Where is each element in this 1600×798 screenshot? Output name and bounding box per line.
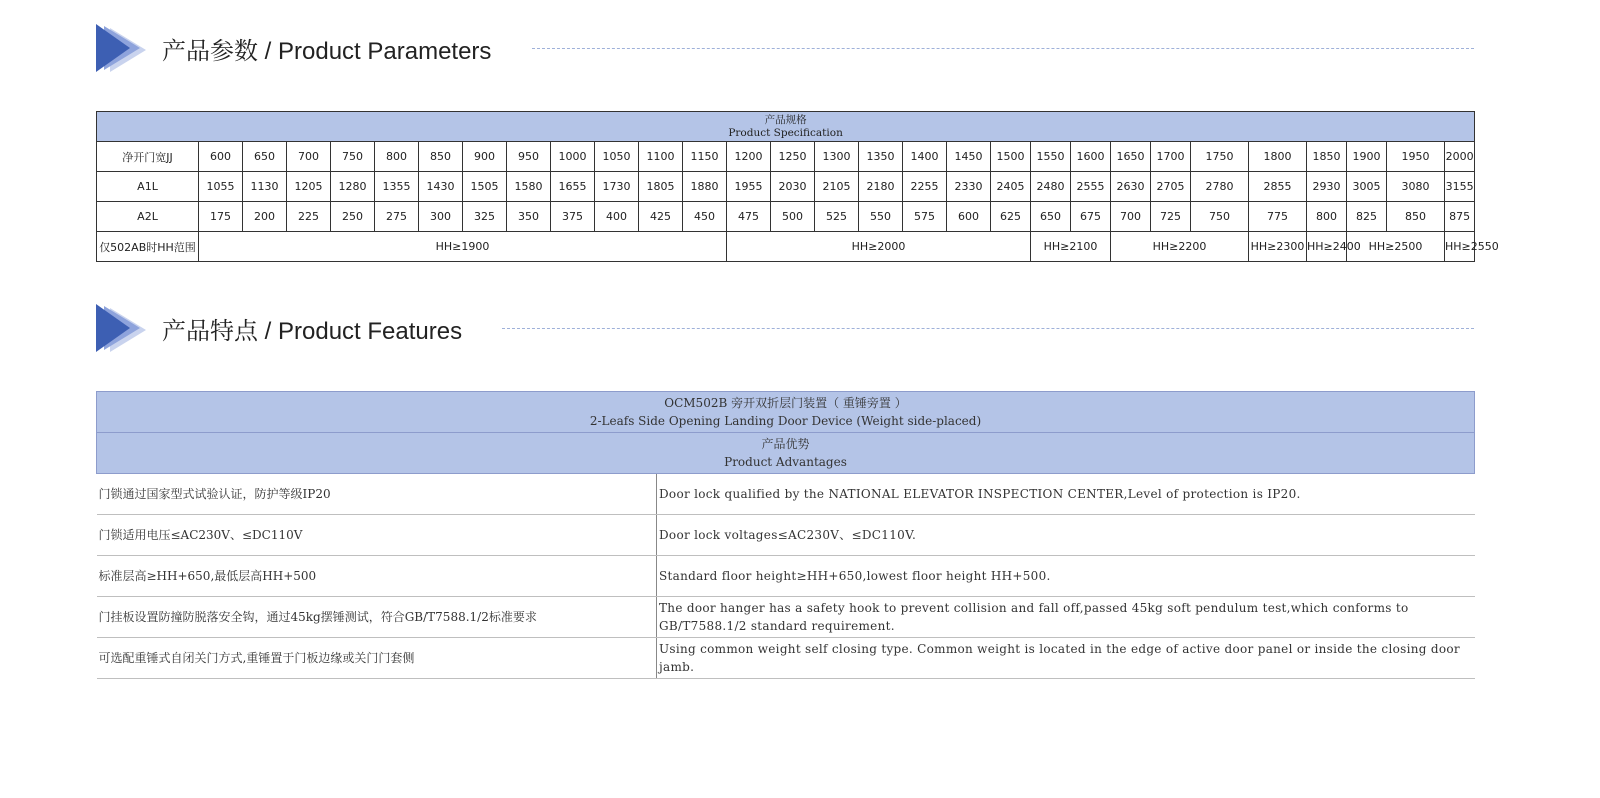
- section-title: 产品特点 / Product Features: [162, 317, 463, 345]
- spec-cell: 1500: [991, 142, 1031, 172]
- spec-cell: 800: [1307, 202, 1347, 232]
- spec-cell: 650: [243, 142, 287, 172]
- feature-cn: 门锁适用电压≤AC230V、≤DC110V: [97, 515, 657, 556]
- spec-cell: 350: [507, 202, 551, 232]
- feature-en: The door hanger has a safety hook to prevent collision and fall off,passed 45kg soft pendulum test,which conforms to GB/T7588.1/2 standard requirement.: [657, 597, 1475, 638]
- feature-row: [97, 474, 1475, 515]
- spec-cell: 1200: [727, 142, 771, 172]
- feature-cn: 门挂板设置防撞防脱落安全钩，通过45kg摆锤测试，符合GB/T7588.1/2标准要求: [97, 597, 657, 638]
- spec-hh-cell: HH≥1900: [199, 232, 727, 262]
- triangle-arrow-icon: [96, 22, 148, 74]
- spec-cell: 1700: [1151, 142, 1191, 172]
- spec-hh-row: [97, 232, 1475, 262]
- spec-cell: 1050: [595, 142, 639, 172]
- spec-cell: 450: [683, 202, 727, 232]
- features-title-cn: OCM502B 旁开双折层门装置（ 重锤旁置 ）: [664, 396, 907, 410]
- spec-hh-cell: HH≥2400: [1307, 232, 1347, 262]
- spec-cell: 1580: [507, 172, 551, 202]
- spec-cell: 1730: [595, 172, 639, 202]
- triangle-arrow-icon: [96, 302, 148, 354]
- spec-cell: 1150: [683, 142, 727, 172]
- spec-cell: 1750: [1191, 142, 1249, 172]
- spec-cell: 1850: [1307, 142, 1347, 172]
- spec-cell: 1805: [639, 172, 683, 202]
- spec-cell: 1250: [771, 142, 815, 172]
- spec-cell: 1505: [463, 172, 507, 202]
- spec-row-label: 仅502AB时HH范围: [97, 232, 199, 262]
- spec-cell: 3155: [1445, 172, 1475, 202]
- spec-cell: 2930: [1307, 172, 1347, 202]
- spec-cell: 2480: [1031, 172, 1071, 202]
- spec-cell: 825: [1347, 202, 1387, 232]
- spec-cell: 650: [1031, 202, 1071, 232]
- spec-cell: 1055: [199, 172, 243, 202]
- spec-cell: 900: [463, 142, 507, 172]
- spec-cell: 850: [419, 142, 463, 172]
- spec-cell: 875: [1445, 202, 1475, 232]
- spec-cell: 225: [287, 202, 331, 232]
- spec-cell: 2705: [1151, 172, 1191, 202]
- spec-cell: 2630: [1111, 172, 1151, 202]
- spec-cell: 1650: [1111, 142, 1151, 172]
- spec-cell: 550: [859, 202, 903, 232]
- spec-cell: 1955: [727, 172, 771, 202]
- section-header-features: [96, 300, 1474, 356]
- feature-en: Door lock qualified by the NATIONAL ELEVATOR INSPECTION CENTER,Level of protection is IP20.: [657, 474, 1475, 515]
- spec-row-label: A1L: [97, 172, 199, 202]
- spec-cell: 700: [287, 142, 331, 172]
- spec-cell: 3080: [1387, 172, 1445, 202]
- spec-cell: 1000: [551, 142, 595, 172]
- advantages-header-row: [97, 433, 1475, 474]
- spec-cell: 325: [463, 202, 507, 232]
- spec-cell: 1205: [287, 172, 331, 202]
- spec-cell: 775: [1249, 202, 1307, 232]
- spec-cell: 800: [375, 142, 419, 172]
- spec-cell: 1450: [947, 142, 991, 172]
- spec-cell: 600: [199, 142, 243, 172]
- spec-cell: 2330: [947, 172, 991, 202]
- feature-en: Door lock voltages≤AC230V、≤DC110V.: [657, 515, 1475, 556]
- spec-row: [97, 172, 1475, 202]
- spec-cell: 1300: [815, 142, 859, 172]
- spec-cell: 275: [375, 202, 419, 232]
- spec-cell: 700: [1111, 202, 1151, 232]
- dashed-divider: [502, 328, 1474, 329]
- spec-cell: 250: [331, 202, 375, 232]
- advantages-cn: 产品优势: [761, 437, 810, 451]
- spec-cell: 1550: [1031, 142, 1071, 172]
- feature-cn: 门锁通过国家型式试验认证，防护等级IP20: [97, 474, 657, 515]
- spec-cell: 2180: [859, 172, 903, 202]
- spec-cell: 500: [771, 202, 815, 232]
- section-title: 产品参数 / Product Parameters: [162, 37, 492, 65]
- features-table: [96, 391, 1475, 679]
- spec-header-row: [97, 112, 1475, 142]
- spec-cell: 600: [947, 202, 991, 232]
- advantages-en: Product Advantages: [724, 455, 847, 469]
- feature-en: Standard floor height≥HH+650,lowest floor height HH+500.: [657, 556, 1475, 597]
- spec-cell: 300: [419, 202, 463, 232]
- spec-cell: 3005: [1347, 172, 1387, 202]
- spec-hh-cell: HH≥2200: [1111, 232, 1249, 262]
- spec-row-label: A2L: [97, 202, 199, 232]
- spec-cell: 400: [595, 202, 639, 232]
- spec-cell: 1800: [1249, 142, 1307, 172]
- spec-row: [97, 142, 1475, 172]
- spec-header-cell: [97, 112, 1475, 142]
- spec-cell: 625: [991, 202, 1031, 232]
- spec-cell: 375: [551, 202, 595, 232]
- spec-cell: 1900: [1347, 142, 1387, 172]
- spec-cell: 1100: [639, 142, 683, 172]
- spec-cell: 850: [1387, 202, 1445, 232]
- spec-table: [96, 111, 1499, 262]
- advantages-header-cell: [97, 433, 1475, 474]
- spec-cell: 2405: [991, 172, 1031, 202]
- spec-cell: 525: [815, 202, 859, 232]
- spec-cell: 2030: [771, 172, 815, 202]
- spec-cell: 1430: [419, 172, 463, 202]
- spec-cell: 2000: [1445, 142, 1475, 172]
- spec-cell: 2255: [903, 172, 947, 202]
- feature-row: [97, 638, 1475, 679]
- spec-cell: 1655: [551, 172, 595, 202]
- spec-hh-cell: HH≥2100: [1031, 232, 1111, 262]
- spec-cell: 750: [1191, 202, 1249, 232]
- spec-cell: 575: [903, 202, 947, 232]
- feature-row: [97, 515, 1475, 556]
- spec-cell: 1950: [1387, 142, 1445, 172]
- spec-cell: 750: [331, 142, 375, 172]
- spec-cell: 2105: [815, 172, 859, 202]
- feature-row: [97, 556, 1475, 597]
- spec-cell: 425: [639, 202, 683, 232]
- spec-cell: 200: [243, 202, 287, 232]
- spec-hh-cell: HH≥2300: [1249, 232, 1307, 262]
- spec-cell: 725: [1151, 202, 1191, 232]
- spec-header-cn: 产品规格: [764, 113, 807, 126]
- feature-en: Using common weight self closing type. Common weight is located in the edge of active door panel or inside the closing door jamb.: [657, 638, 1475, 679]
- feature-cn: 可选配重锤式自闭关门方式,重锤置于门板边缘或关门门套侧: [97, 638, 657, 679]
- spec-cell: 1880: [683, 172, 727, 202]
- features-title-en: 2-Leafs Side Opening Landing Door Device (Weight side-placed): [589, 414, 982, 428]
- spec-row-label: 净开门宽JJ: [97, 142, 199, 172]
- spec-cell: 675: [1071, 202, 1111, 232]
- spec-cell: 1350: [859, 142, 903, 172]
- spec-header-en: Product Specification: [728, 126, 843, 139]
- spec-cell: 175: [199, 202, 243, 232]
- dashed-divider: [532, 48, 1474, 49]
- spec-hh-cell: HH≥2000: [727, 232, 1031, 262]
- spec-hh-cell: HH≥2550: [1445, 232, 1475, 262]
- spec-cell: 1280: [331, 172, 375, 202]
- spec-cell: 475: [727, 202, 771, 232]
- spec-cell: 2855: [1249, 172, 1307, 202]
- features-title-row: [97, 392, 1475, 433]
- spec-cell: 1130: [243, 172, 287, 202]
- section-header-parameters: [96, 20, 1474, 76]
- features-title-cell: [97, 392, 1475, 433]
- spec-cell: 1400: [903, 142, 947, 172]
- spec-cell: 1600: [1071, 142, 1111, 172]
- spec-cell: 2555: [1071, 172, 1111, 202]
- spec-cell: 950: [507, 142, 551, 172]
- feature-row: [97, 597, 1475, 638]
- spec-cell: 2780: [1191, 172, 1249, 202]
- spec-cell: 1355: [375, 172, 419, 202]
- spec-row: [97, 202, 1475, 232]
- spec-hh-cell: HH≥2500: [1347, 232, 1445, 262]
- feature-cn: 标准层高≥HH+650,最低层高HH+500: [97, 556, 657, 597]
